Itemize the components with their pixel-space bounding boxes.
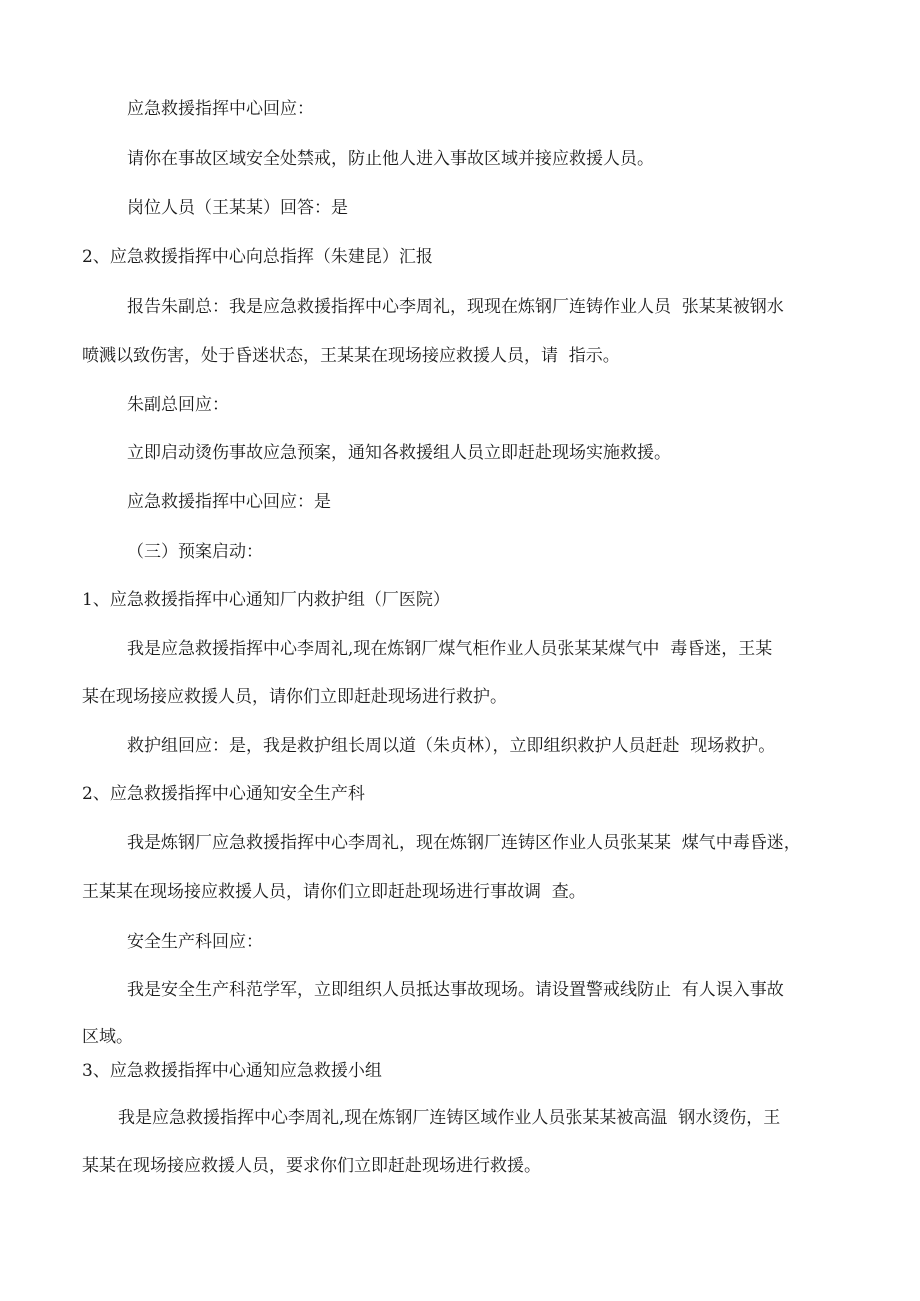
- text-line: 喷溅以致伤害，处于昏迷状态，王某某在现场接应救援人员，请 指示。: [82, 346, 620, 366]
- subsection-heading: （三）预案启动：: [127, 542, 263, 562]
- section-heading: 2、应急救援指挥中心通知安全生产科: [82, 784, 365, 804]
- text-line: 王某某在现场接应救援人员，请你们立即赶赴现场进行事故调 查。: [82, 882, 586, 902]
- section-heading: 1、应急救援指挥中心通知厂内救护组（厂医院）: [82, 590, 450, 610]
- text-line: 我是炼钢厂应急救援指挥中心李周礼，现在炼钢厂连铸区作业人员张某某 煤气中毒昏迷，: [127, 833, 801, 853]
- text-line: 我是安全生产科范学军，立即组织人员抵达事故现场。请设置警戒线防止 有人误入事故: [127, 980, 784, 1000]
- text-line: 请你在事故区域安全处禁戒，防止他人进入事故区域并接应救援人员。: [127, 149, 654, 169]
- text-line: 我是应急救援指挥中心李周礼,现在炼钢厂煤气柜作业人员张某某煤气中 毒昏迷，王某: [127, 639, 773, 659]
- text-line: 某某在现场接应救援人员，要求你们立即赶赴现场进行救援。: [82, 1156, 541, 1176]
- text-line: 安全生产科回应：: [127, 932, 263, 952]
- text-line: 应急救援指挥中心回应：: [127, 99, 314, 119]
- text-line: 朱副总回应：: [127, 395, 229, 415]
- text-line: 某在现场接应救援人员，请你们立即赶赴现场进行救护。: [82, 687, 507, 707]
- text-line: 报告朱副总：我是应急救援指挥中心李周礼，现现在炼钢厂连铸作业人员 张某某被钢水: [127, 297, 784, 317]
- text-line: 区域。: [82, 1027, 133, 1047]
- text-line: 岗位人员（王某某）回答：是: [127, 198, 348, 218]
- text-line: 我是应急救援指挥中心李周礼,现在炼钢厂连铸区域作业人员张某某被高温 钢水烫伤，王: [118, 1108, 781, 1128]
- section-heading: 3、应急救援指挥中心通知应急救援小组: [82, 1061, 382, 1081]
- section-heading: 2、应急救援指挥中心向总指挥（朱建昆）汇报: [82, 247, 433, 267]
- text-line: 立即启动烫伤事故应急预案，通知各救援组人员立即赶赴现场实施救援。: [127, 443, 671, 463]
- text-line: 应急救援指挥中心回应：是: [127, 492, 331, 512]
- text-line: 救护组回应：是，我是救护组长周以道（朱贞林），立即组织救护人员赶赴 现场救护。: [127, 736, 776, 756]
